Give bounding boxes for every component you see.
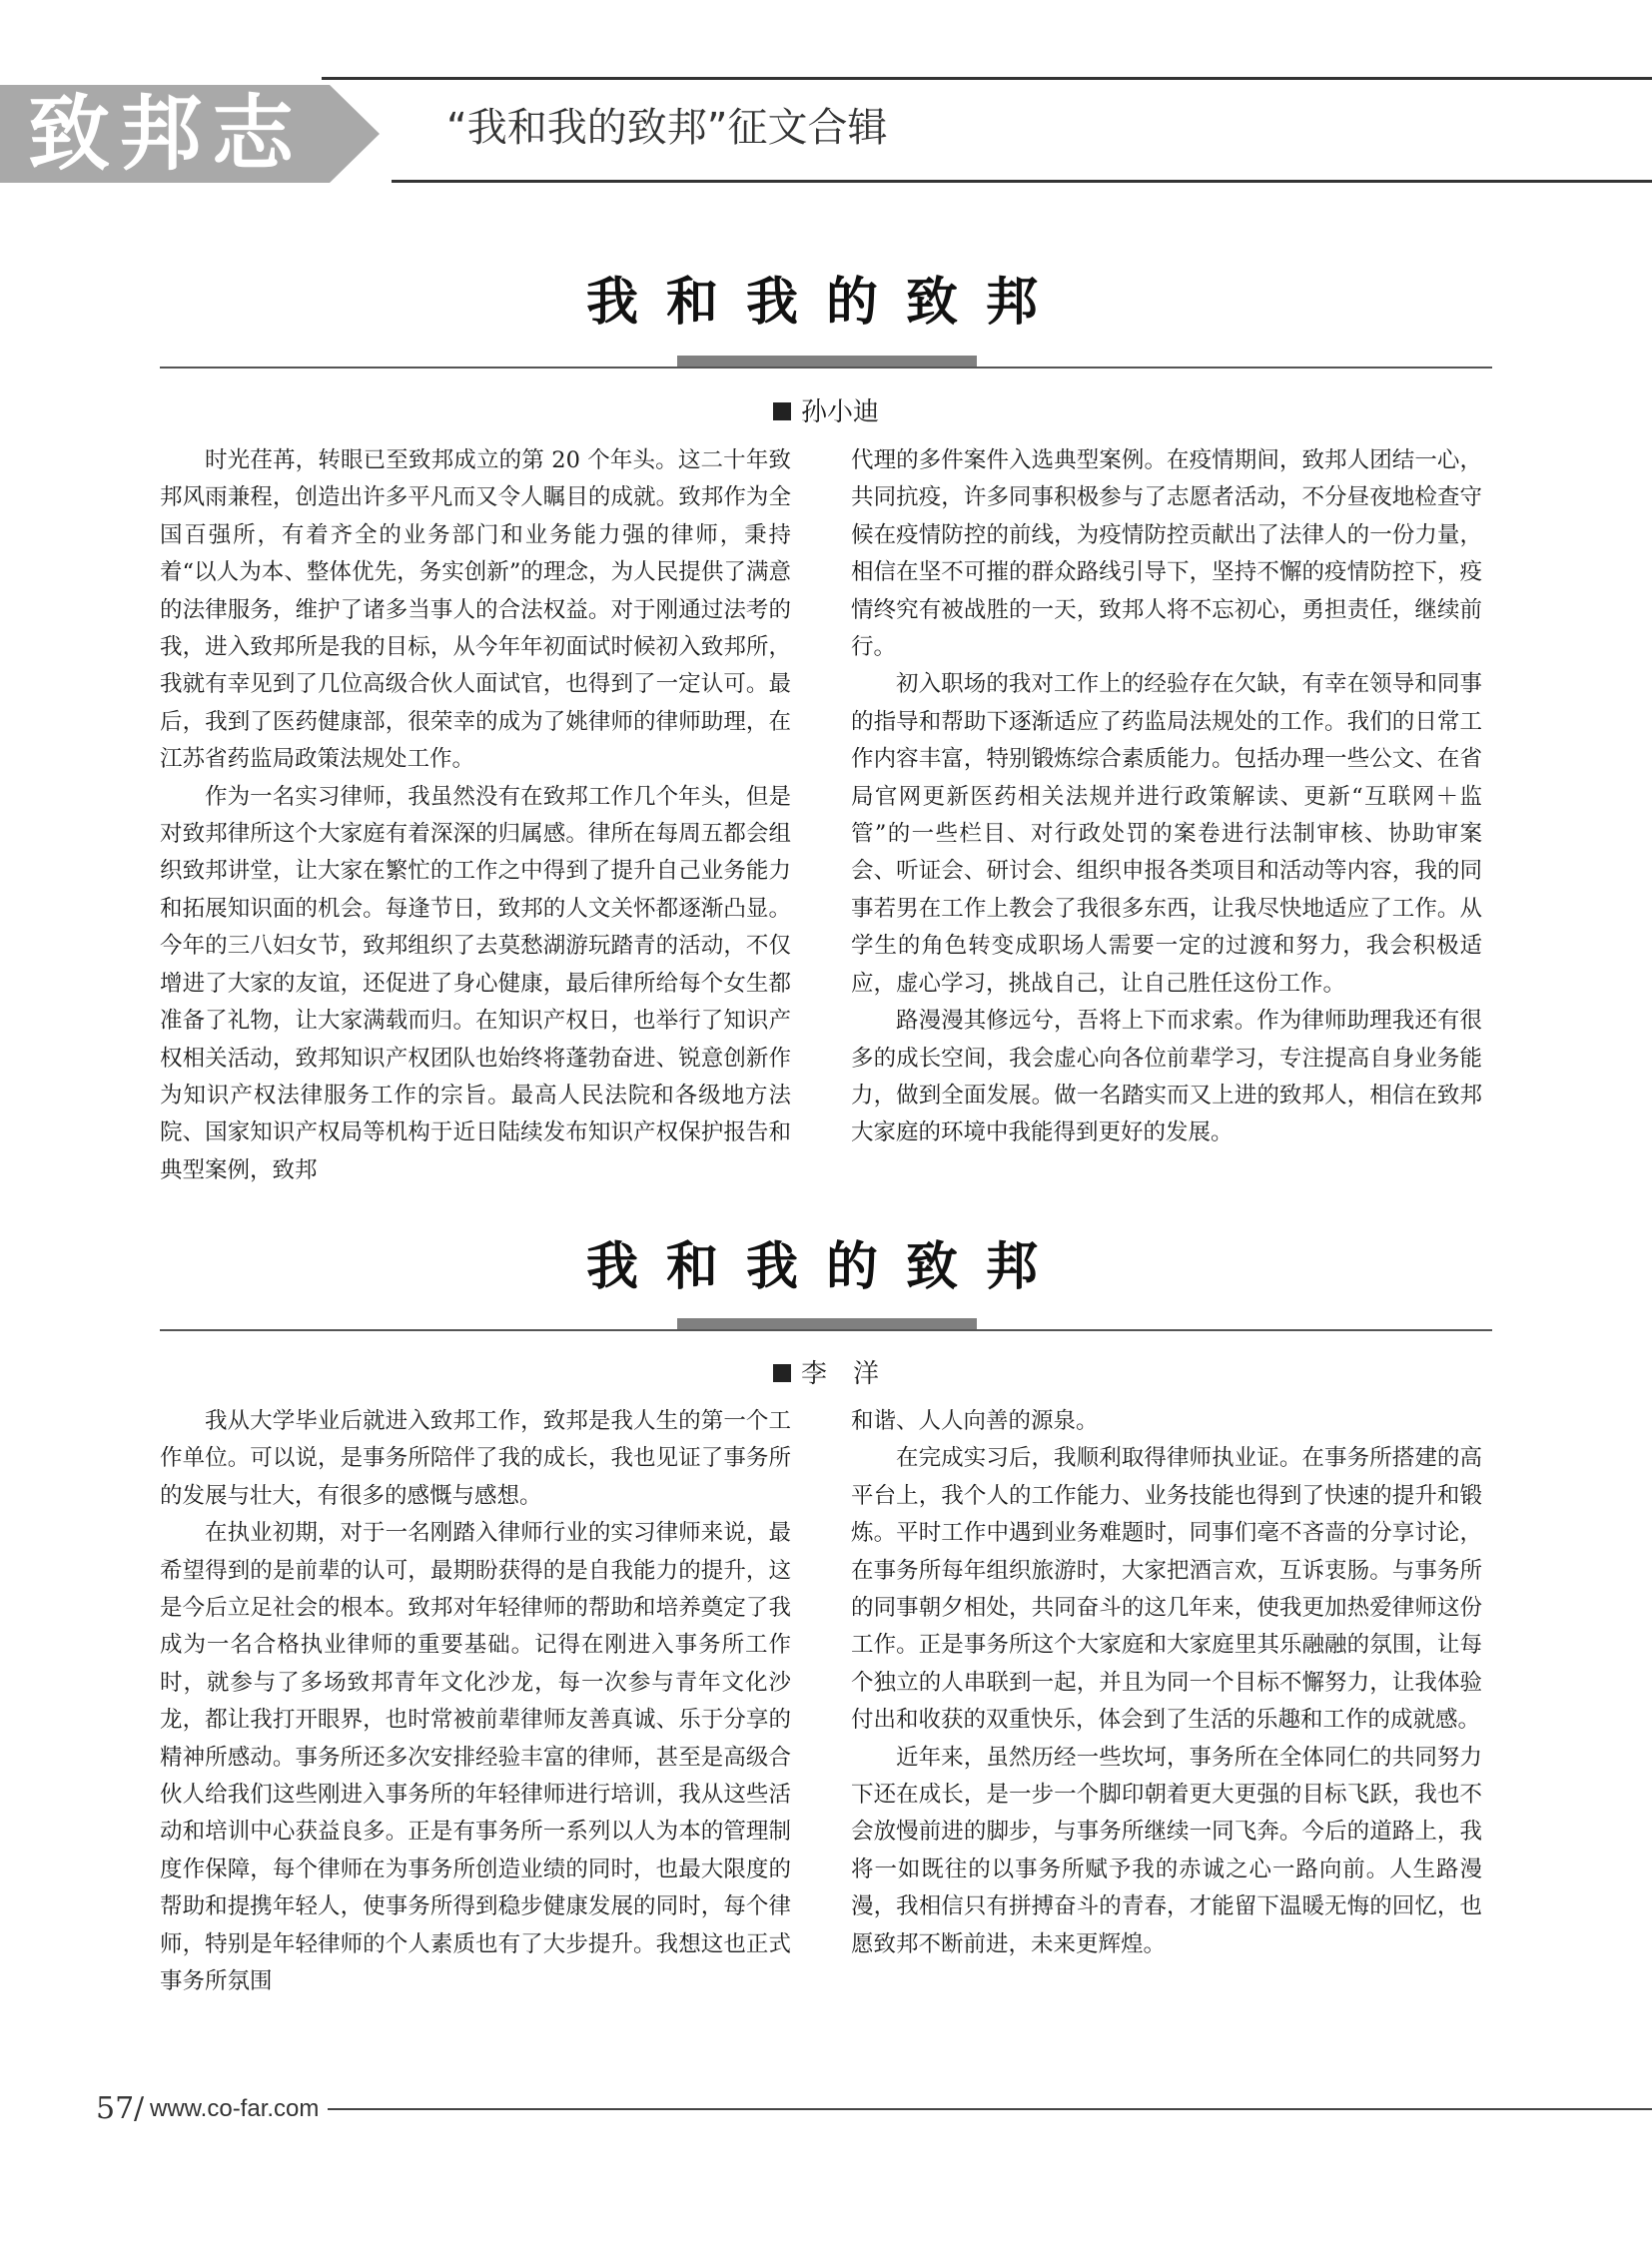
paragraph: 在完成实习后，我顺利取得律师执业证。在事务所搭建的高平台上，我个人的工作能力、业务技能也得到了快速的提升和锻炼。平时工作中遇到业务难题时，同事们毫不吝啬的分享讨论，在事务所每年组织旅游时，大家把酒言欢，互诉衷肠。与事务所的同事朝夕相处，共同奋斗的这几年来，使我更加热爱律师这份工作。正是事务所这个大家庭和大家庭里其乐融融的氛围，让每个独立的人串联到一起，并且为同一个目标不懈努力，让我体验付出和收获的双重快乐，体会到了生活的乐趣和工作的成就感。 xyxy=(851,1445,1482,1734)
paragraph: 作为一名实习律师，我虽然没有在致邦工作几个年头，但是对致邦律所这个大家庭有着深深的归属感。律所在每周五都会组织致邦讲堂，让大家在繁忙的工作之中得到了提升自己业务能力和拓展知识面的机会。每逢节日，致邦的人文关怀都逐渐凸显。今年的三八妇女节，致邦组织了去莫愁湖游玩踏青的活动，不仅增进了大家的友谊，还促进了身心健康，最后律所给每个女生都准备了礼物，让大家满载而归。在知识产权日，也举行了知识产权相关活动，致邦知识产权团队也始终将蓬勃奋进、锐意创新作为知识产权法律服务工作的宗旨。最高人民法院和各级地方法院、国家知识产权局等机构于近日陆续发布知识产权保护报告和典型案例，致邦 xyxy=(160,783,791,1183)
article-2-author xyxy=(160,1354,1492,1394)
article-1-author xyxy=(160,392,1492,432)
author-marker-icon xyxy=(773,402,791,420)
article-1-title-rule xyxy=(160,367,1492,369)
footer-slash: / xyxy=(134,2091,145,2126)
article-2-title: 我和我的致邦 xyxy=(585,1237,1066,1297)
paragraph: 代理的多件案件入选典型案例。在疫情期间，致邦人团结一心，共同抗疫，许多同事积极参与了志愿者活动，不分昼夜地检查守候在疫情防控的前线，为疫情防控贡献出了法律人的一份力量，相信在坚不可摧的群众路线引导下，坚持不懈的疫情防控下，疫情终究有被战胜的一天，致邦人将不忘初心，勇担责任，继续前行。 xyxy=(851,447,1482,661)
article-2-title-rule xyxy=(160,1329,1492,1331)
article-2-right-column xyxy=(851,1403,1482,1963)
paragraph: 我从大学毕业后就进入致邦工作，致邦是我人生的第一个工作单位。可以说，是事务所陪伴了我的成长，我也见证了事务所的发展与壮大，有很多的感慨与感想。 xyxy=(160,1408,791,1509)
paragraph: 初入职场的我对工作上的经验存在欠缺，有幸在领导和同事的指导和帮助下逐渐适应了药监局法规处的工作。我们的日常工作内容丰富，特别锻炼综合素质能力。包括办理一些公文、在省局官网更新医药相关法规并进行政策解读、更新“互联网＋监管”的一些栏目、对行政处罚的案卷进行法制审核、协助审案会、听证会、研讨会、组织申报各类项目和活动等内容，我的同事若男在工作上教会了我很多东西，让我尽快地适应了工作。从学生的角色转变成职场人需要一定的过渡和努力，我会积极适应，虚心学习，挑战自己，让自己胜任这份工作。 xyxy=(851,671,1482,997)
article-1-title: 我和我的致邦 xyxy=(585,273,1066,333)
article-1-left-column xyxy=(160,442,791,1189)
article-1-author-name: 孙小迪 xyxy=(800,397,879,427)
footer-rule xyxy=(328,2108,1652,2110)
paragraph: 近年来，虽然历经一些坎坷，事务所在全体同仁的共同努力下还在成长，是一步一个脚印朝着更大更强的目标飞跃，我也不会放慢前进的脚步，与事务所继续一同飞奔。今后的道路上，我将一如既往的以事务所赋予我的赤诚之心一路向前。人生路漫漫，我相信只有拼搏奋斗的青春，才能留下温暖无悔的回忆，也愿致邦不断前进，未来更辉煌。 xyxy=(851,1744,1482,1957)
paragraph: 时光荏苒，转眼已至致邦成立的第 20 个年头。这二十年致邦风雨兼程，创造出许多平凡而又令人瞩目的成就。致邦作为全国百强所，有着齐全的业务部门和业务能力强的律师，秉持着“以人为本、整体优先，务实创新”的理念，为人民提供了满意的法律服务，维护了诸多当事人的合法权益。对于刚通过法考的我，进入致邦所是我的目标，从今年年初面试时候初入致邦所，我就有幸见到了几位高级合伙人面试官，也得到了一定认可。最后，我到了医药健康部，很荣幸的成为了姚律师的律师助理，在江苏省药监局政策法规处工作。 xyxy=(160,447,791,773)
article-2-author-name: 李 洋 xyxy=(800,1359,879,1389)
paragraph: 路漫漫其修远兮，吾将上下而求索。作为律师助理我还有很多的成长空间，我会虚心向各位前辈学习，专注提高自身业务能力，做到全面发展。做一名踏实而又上进的致邦人，相信在致邦大家庭的环境中我能得到更好的发展。 xyxy=(851,1008,1482,1146)
website-link[interactable]: www.co-far.com xyxy=(150,2095,320,2122)
masthead-logo: 致邦志 xyxy=(28,86,305,182)
article-1-right-column xyxy=(851,442,1482,1152)
header-bottom-rule xyxy=(392,180,1652,183)
author-marker-icon xyxy=(773,1364,791,1382)
article-2-left-column xyxy=(160,1403,791,2001)
header-top-rule xyxy=(322,77,1652,80)
paragraph: 在执业初期，对于一名刚踏入律师行业的实习律师来说，最希望得到的是前辈的认可，最期盼获得的是自我能力的提升，这是今后立足社会的根本。致邦对年轻律师的帮助和培养奠定了我成为一名合格执业律师的重要基础。记得在刚进入事务所工作时，就参与了多场致邦青年文化沙龙，每一次参与青年文化沙龙，都让我打开眼界，也时常被前辈律师友善真诚、乐于分享的精神所感动。事务所还多次安排经验丰富的律师，甚至是高级合伙人给我们这些刚进入事务所的年轻律师进行培训，我从这些活动和培训中心获益良多。正是有事务所一系列以人为本的管理制度作保障，每个律师在为事务所创造业绩的同时，也最大限度的帮助和提携年轻人，使事务所得到稳步健康发展的同时，每个律师，特别是年轻律师的个人素质也有了大步提升。我想这也正式事务所氛围 xyxy=(160,1520,791,1995)
paragraph: 和谐、人人向善的源泉。 xyxy=(851,1408,1099,1434)
page-number: 57 xyxy=(96,2091,135,2126)
series-title: “我和我的致邦”征文合辑 xyxy=(446,105,888,151)
